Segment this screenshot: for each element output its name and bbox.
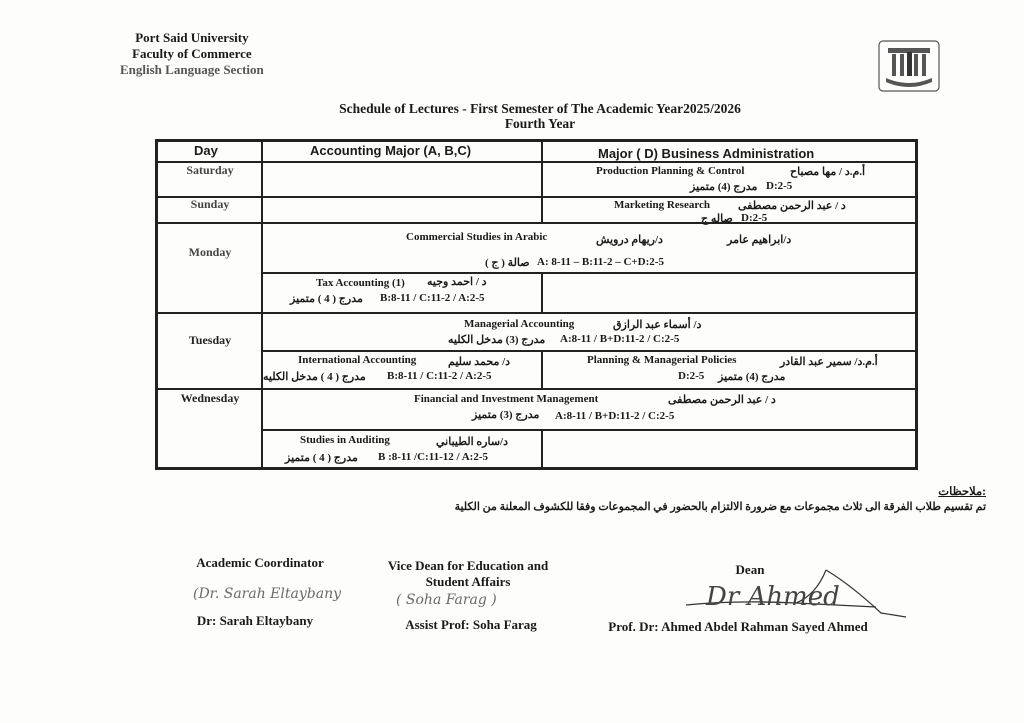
- time-slot: A: 8-11 – B:11-2 – C+D:2-5: [537, 256, 664, 268]
- col-header-business: Major ( D) Business Administration: [598, 146, 815, 161]
- instructor-name: أ.م.د / مها مصباح: [790, 166, 866, 178]
- time-slot: D:2-5: [678, 370, 705, 382]
- faculty-name: Faculty of Commerce: [132, 46, 252, 61]
- time-slot: A:8-11 / B+D:11-2 / C:2-5: [555, 410, 675, 422]
- vice-dean-title-line-2: Student Affairs: [425, 574, 511, 589]
- day-wednesday: Wednesday: [180, 391, 240, 405]
- coordinator-title: Academic Coordinator: [196, 555, 324, 570]
- course-title: Planning & Managerial Policies: [587, 354, 737, 366]
- coordinator-name: Dr: Sarah Eltaybany: [196, 613, 314, 628]
- dean-signature-text: Dr Ahmed: [706, 582, 840, 612]
- time-slot: D:2-5: [741, 212, 768, 224]
- table-rule: [261, 272, 915, 274]
- time-slot: B:8-11 / C:11-2 / A:2-5: [380, 292, 485, 304]
- room-label: مدرج (3) مدخل الكليه: [448, 334, 546, 346]
- course-title: Marketing Research: [614, 199, 711, 211]
- table-rule: [261, 350, 915, 352]
- room-label: مدرج (3) متميز: [472, 409, 540, 421]
- day-monday: Monday: [188, 245, 232, 259]
- university-name: Port Said University: [135, 30, 249, 45]
- course-title: Production Planning & Control: [596, 165, 745, 177]
- room-label: مدرج (4) متميز: [718, 371, 786, 383]
- instructor-name: أ.م.د/ سمير عبد القادر: [780, 356, 878, 368]
- course-title: Financial and Investment Management: [414, 393, 599, 405]
- table-rule: [158, 222, 915, 224]
- instructor-name: د / احمد وجيه: [427, 276, 487, 288]
- university-logo: [876, 38, 942, 94]
- instructor-name: د / عبد الرحمن مصطفى: [738, 200, 846, 212]
- table-rule: [541, 350, 543, 388]
- col-header-day: Day: [194, 143, 218, 158]
- table-rule: [158, 388, 915, 390]
- room-label: صالة ( ج ): [485, 257, 530, 269]
- vice-dean-title-line-1: Vice Dean for Education and: [387, 558, 549, 573]
- day-sunday: Sunday: [190, 197, 230, 211]
- title-line-2: Fourth Year: [504, 116, 576, 131]
- table-rule: [541, 429, 543, 467]
- course-title: Commercial Studies in Arabic: [406, 231, 548, 243]
- coordinator-signature: (Dr. Sarah Eltaybany: [193, 586, 341, 602]
- title-line-1: Schedule of Lectures - First Semester of The Academic Year2025/2026: [339, 101, 741, 116]
- notes-title: ملاحظات:: [938, 486, 986, 498]
- institution-header: [120, 30, 264, 78]
- day-saturday: Saturday: [186, 163, 234, 177]
- dean-signature: [676, 555, 916, 625]
- instructor-name: د / عبد الرحمن مصطفى: [668, 394, 776, 406]
- day-tuesday: Tuesday: [188, 333, 232, 347]
- schedule-title: [0, 101, 1024, 131]
- instructor-name: د/ريهام درويش: [596, 234, 663, 246]
- time-slot: D:2-5: [766, 180, 793, 192]
- time-slot: B :8-11 /C:11-12 / A:2-5: [378, 451, 488, 463]
- table-rule: [158, 312, 915, 314]
- course-title: Tax Accounting (1): [316, 277, 405, 289]
- table-rule: [158, 196, 915, 198]
- table-rule: [261, 429, 915, 431]
- room-label: صاله ج: [701, 213, 733, 225]
- dean-title: Dean: [735, 562, 765, 577]
- vice-dean-signature: ( Soha Farag ): [396, 592, 497, 608]
- course-title: Managerial Accounting: [464, 318, 575, 330]
- time-slot: A:8-11 / B+D:11-2 / C:2-5: [560, 333, 680, 345]
- table-rule: [261, 142, 263, 467]
- table-rule: [541, 142, 543, 222]
- room-label: مدرج (4) متميز: [690, 181, 758, 193]
- time-slot: B:8-11 / C:11-2 / A:2-5: [387, 370, 492, 382]
- table-rule: [158, 161, 915, 163]
- col-header-accounting: Accounting Major (A, B,C): [310, 143, 472, 158]
- instructor-name: د/ساره الطيباني: [436, 436, 508, 448]
- notes-body: تم تقسيم طلاب الفرقة الى ثلاث مجموعات مع ضرورة الالتزام بالحضور في المجموعات وفقا للكشوف المعلنة من الكلية: [454, 501, 986, 513]
- instructor-name: د/ابراهيم عامر: [727, 234, 792, 246]
- course-title: Studies in Auditing: [300, 434, 390, 446]
- instructor-name: د/ محمد سليم: [448, 356, 511, 368]
- section-name: English Language Section: [120, 62, 264, 77]
- vice-dean-name: Assist Prof: Soha Farag: [405, 617, 537, 632]
- course-title: International Accounting: [298, 354, 417, 366]
- vice-dean-title: [368, 558, 568, 590]
- room-label: مدرج ( 4 ) متميز: [285, 452, 358, 464]
- schedule-table: [155, 139, 918, 470]
- room-label: مدرج ( 4 ) مدخل الكليه: [263, 371, 366, 383]
- instructor-name: د/ أسماء عبد الرازق: [613, 319, 702, 331]
- table-rule: [541, 272, 543, 312]
- dean-name: Prof. Dr: Ahmed Abdel Rahman Sayed Ahmed: [608, 619, 868, 634]
- room-label: مدرج ( 4 ) متميز: [290, 293, 363, 305]
